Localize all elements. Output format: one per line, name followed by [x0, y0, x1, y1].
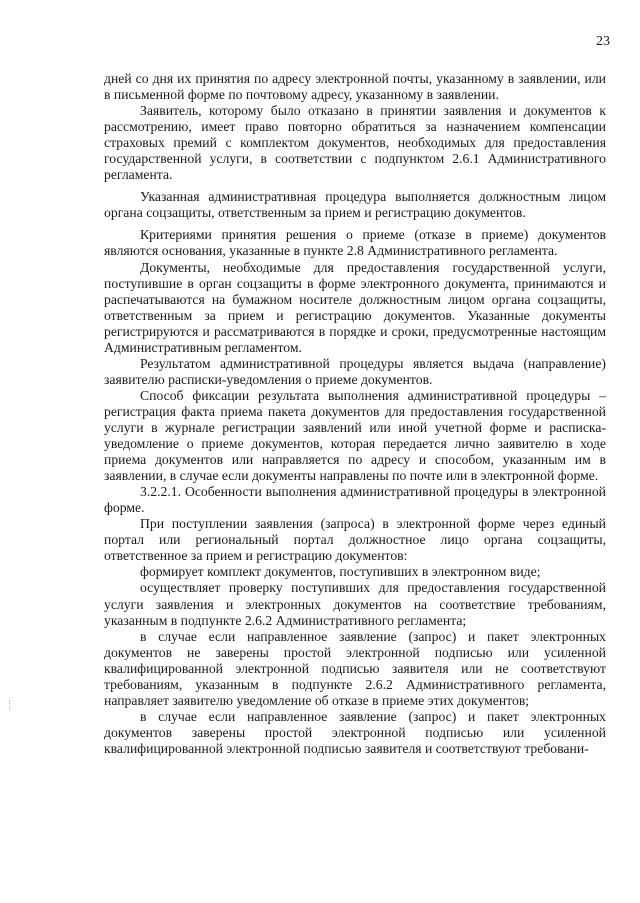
paragraph: Заявитель, которому было отказано в принятии заявления и документов к рассмотрению, имеет право повторно обратиться за назначением компенсации страховых премий с комплектом документов, необходимых для предоставления государственной услуги, в соответствии с подпунктом 2.6.1 Административного регламента.	[104, 103, 606, 183]
list-item: осуществляет проверку поступивших для предоставления государственной услуги заявления и электронных документов на соответствие требованиям, указанным в подпункте 2.6.2 Административного регламента;	[104, 580, 606, 628]
paragraph: Способ фиксации результата выполнения административной процедуры – регистрация факта приема пакета документов для предоставления государственной услуги в журнале регистрации заявлений или иной учетной форме и расписка-уведомление о приеме документов, которая передается лично заявителю в ходе приема документов или направляется по адресу и способом, указанным им в заявлении, в случае если документы направлены по почте или в электронной форме.	[104, 387, 606, 484]
list-item: формирует комплект документов, поступивших в электронном виде;	[140, 564, 541, 580]
paragraph: Указанная административная процедура выполняется должностным лицом органа соцзащиты, ответственным за прием и регистрацию документов.	[104, 189, 606, 221]
paragraph: дней со дня их принятия по адресу электронной почты, указанному в заявлении, или в письменной форме по почтовому адресу, указанному в заявлении.	[104, 71, 606, 103]
page-number: 23	[596, 34, 610, 49]
paragraph: Документы, необходимые для предоставления государственной услуги, поступившие в орган соцзащиты в форме электронного документа, принимаются и распечатываются на бумажном носителе должностным лицом органа соцзащиты, ответственным за прием и регистрацию документов. Указанные документы регистрируются и рассматриваются в порядке и сроки, предусмотренные настоящим Административным регламентом.	[104, 259, 606, 355]
margin-mark	[9, 700, 11, 710]
paragraph: При поступлении заявления (запроса) в электронной форме через единый портал или региональный портал должностное лицо органа соцзащиты, ответственное за прием и регистрацию документов:	[104, 516, 606, 564]
paragraph: Результатом административной процедуры является выдача (направление) заявителю расписки-уведомления о приеме документов.	[104, 355, 606, 387]
paragraph: Критериями принятия решения о приеме (отказе в приеме) документов являются основания, указанные в пункте 2.8 Административного регламента.	[104, 227, 606, 259]
document-body	[104, 71, 606, 757]
section-heading: 3.2.2.1. Особенности выполнения административной процедуры в электронной форме.	[104, 484, 606, 516]
list-item: в случае если направленное заявление (запрос) и пакет электронных документов заверены простой электронной подписью или усиленной квалифицированной электронной подписью заявителя и соответствуют требовани-	[104, 708, 606, 756]
list-item: в случае если направленное заявление (запрос) и пакет электронных документов не заверены простой электронной подписью или усиленной квалифицированной электронной подписью заявителя или не соответствуют требованиям, указанным в подпункте 2.6.2 Административного регламента, направляет заявителю уведомление об отказе в приеме этих документов;	[104, 628, 606, 708]
